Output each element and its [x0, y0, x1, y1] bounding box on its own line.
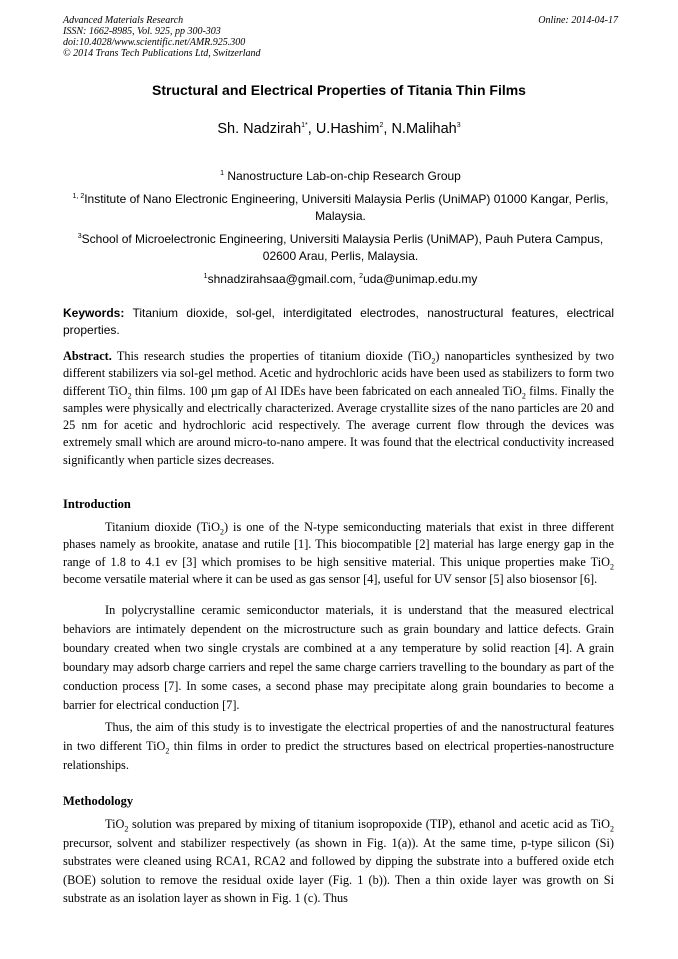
abstract-text-3: thin films. 100 µm gap of Al IDEs have been fabricated on each annealed TiO	[131, 383, 522, 398]
abstract-label: Abstract.	[63, 349, 112, 363]
author-list	[40, 121, 638, 137]
journal-header	[63, 15, 618, 59]
subscript: 2	[219, 527, 224, 537]
abstract-text-2: ) nanoparticles synthesized by two different stabilizers via sol-gel method. Acetic and hydrochloric acids have been used as stabilizers to form two different TiO	[63, 349, 615, 398]
email-1: shnadzirahsaa@gmail.com,	[207, 272, 360, 286]
intro-text: thin films in order to predict the structures based on electrical properties-nanostructure relationships.	[63, 739, 614, 772]
intro-text: become versatile material where it can be used as gas sensor [4], useful for UV sensor [5] also biosensor [6].	[63, 571, 598, 586]
methodology-heading: Methodology	[63, 794, 134, 808]
keywords-label: Keywords:	[63, 306, 125, 320]
copyright-line: © 2014 Trans Tech Publications Ltd, Switzerland	[63, 48, 261, 59]
methodology-paragraph-1	[63, 815, 614, 908]
affiliation-3-mark: 3	[77, 233, 82, 240]
subscript: 2	[127, 391, 132, 401]
affiliation-2-text: Institute of Nano Electronic Engineering, Universiti Malaysia Perlis (UniMAP) 01000 Kangar, Perlis, Malaysia.	[84, 192, 609, 223]
doi-line: doi:10.4028/www.scientific.net/AMR.925.300	[63, 37, 246, 48]
introduction-heading: Introduction	[63, 497, 131, 511]
affiliation-3	[63, 231, 618, 265]
introduction-paragraph-1	[63, 519, 614, 588]
subscript: 2	[165, 746, 170, 756]
subscript: 2	[610, 824, 614, 834]
issn-line: ISSN: 1662-8985, Vol. 925, pp 300-303	[63, 26, 221, 37]
affiliation-1	[63, 168, 618, 185]
affiliation-2	[63, 191, 618, 225]
affiliation-1-mark: 1	[220, 170, 225, 177]
abstract	[63, 348, 614, 469]
author-1: Sh. Nadzirah	[217, 121, 302, 137]
abstract-text-1: This research studies the properties of titanium dioxide (TiO	[111, 349, 432, 363]
journal-name: Advanced Materials Research	[63, 15, 184, 26]
online-date: Online: 2014-04-17	[538, 15, 618, 26]
affiliation-2-mark: 1, 2	[72, 193, 85, 200]
author-2-mark: 2	[379, 122, 384, 130]
email-2: uda@unimap.edu.my	[363, 272, 478, 286]
method-text: TiO	[105, 817, 125, 831]
author-2: , U.Hashim	[307, 121, 380, 137]
subscript: 2	[610, 562, 614, 572]
subscript: 2	[431, 356, 436, 366]
author-3-mark: 3	[456, 122, 461, 130]
method-text: solution was prepared by mixing of titanium isopropoxide (TIP), ethanol and acetic acid as TiO	[128, 817, 610, 831]
introduction-paragraph-2: In polycrystalline ceramic semiconductor materials, it is understand that the measured electrical behaviors are intimately dependent on the microstructure such as grain boundary and lattice defects. Grain boundary created when two single crystals are combined at a any temperature by solid reaction [4]. A grain boundary may adsorb charge carriers and repel the same charge carriers travelling to the boundary as part of the conduction process [7]. In some cases, a second phase may precipitate along grain boundaries to become a barrier for electrical conduction [7].	[63, 603, 614, 712]
affiliation-3-text: School of Microelectronic Engineering, Universiti Malaysia Perlis (UniMAP), Pauh Putera Campus, 02600 Arau, Perlis, Malaysia.	[81, 232, 604, 263]
introduction-paragraph-3	[63, 718, 614, 775]
intro-text: Titanium dioxide (TiO	[105, 520, 220, 534]
affiliation-1-text: Nanostructure Lab-on-chip Research Group	[224, 169, 461, 183]
email-1-mark: 1	[203, 273, 208, 280]
email-line	[63, 271, 618, 288]
intro-text: Thus, the aim of this study is to investigate the electrical properties of and the nanostructural features in two different TiO	[63, 720, 614, 753]
intro-text: ) is one of the N-type semiconducting materials that exist in three different phases namely as brookite, anatase and rutile [1]. This biocompatible [2] material has large energy gap in the range of 1.8 to 4.1 ev [3] which promises to be high sensitive material. This unique properties make TiO	[63, 520, 615, 569]
subscript: 2	[521, 391, 526, 401]
abstract-text-4: films. Finally the samples were physically and electrically characterized. Average crystallite sizes of the nano particles are 20 and 25 nm for acetic and hydrochloric acid respectively. The average current flow through the devices was extremely small which are around micro-to-nano ampere. It was found that the electrical conductivity increased significantly when particle sizes decreases.	[63, 383, 614, 467]
email-2-mark: 2	[359, 273, 364, 280]
author-1-mark: 1*	[301, 122, 308, 130]
keywords	[63, 305, 614, 339]
author-3: , N.Malihah	[383, 121, 457, 137]
subscript: 2	[124, 824, 129, 834]
keywords-text: Titanium dioxide, sol-gel, interdigitated electrodes, nanostructural features, electrical properties.	[63, 306, 614, 337]
paper-title: Structural and Electrical Properties of Titania Thin Films	[152, 82, 526, 98]
method-text: precursor, solvent and stabilizer respectively (as shown in Fig. 1(a)). At the same time, p-type silicon (Si) substrates were cleaned using RCA1, RCA2 and followed by dipping the substrate into a buffered oxide etch (BOE) solution to remove the residual oxide layer (Fig. 1 (b)). Then a thin oxide layer was growth on Si substrate as an isolation layer as shown in Fig. 1 (c). Thus	[63, 835, 614, 906]
